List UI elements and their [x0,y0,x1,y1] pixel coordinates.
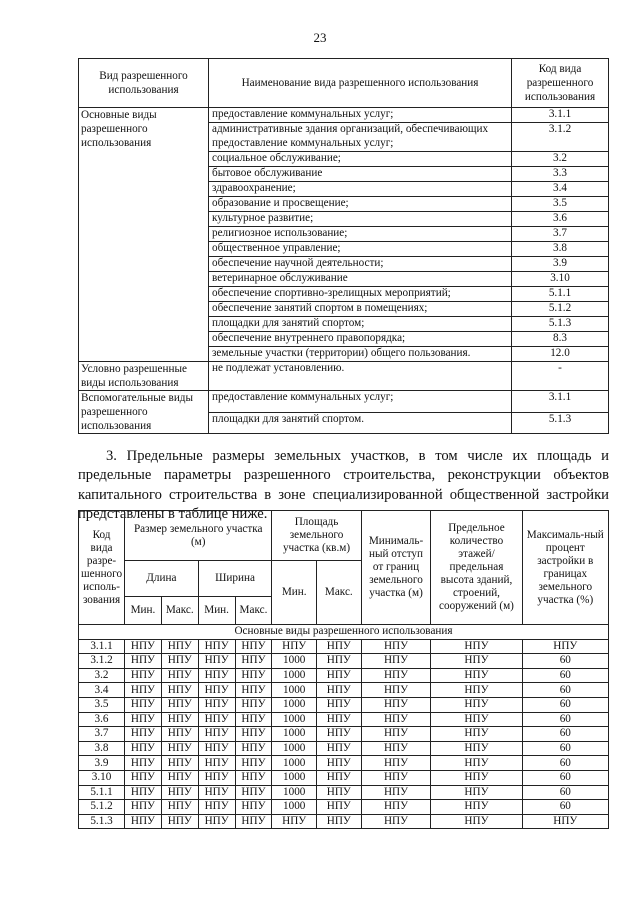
parameter-row [79,712,609,727]
cell-area-min: 1000 [272,697,317,712]
use-code: 3.1.2 [512,123,609,152]
use-name: религиозное использование; [209,227,512,242]
cell-area-min: НПУ [272,814,317,829]
cell-percent: 60 [522,785,608,800]
cell-length-min: НПУ [125,639,162,654]
use-name: культурное развитие; [209,212,512,227]
use-code: 12.0 [512,347,609,362]
cell-percent: НПУ [522,639,608,654]
cell-code: 5.1.2 [79,800,125,815]
cell-code: 3.1.1 [79,639,125,654]
cell-width-max: НПУ [235,770,272,785]
cell-width-min: НПУ [198,654,235,669]
use-name: площадки для занятий спортом. [209,412,512,434]
cell-percent: 60 [522,770,608,785]
cell-area-max: НПУ [316,639,361,654]
cell-area-min: 1000 [272,756,317,771]
cell-percent: 60 [522,683,608,698]
cell-percent: НПУ [522,814,608,829]
header-length: Длина [125,561,199,597]
use-name: обеспечение внутреннего правопорядка; [209,332,512,347]
cell-floors: НПУ [431,712,522,727]
use-code: 3.6 [512,212,609,227]
cell-code: 3.1.2 [79,654,125,669]
cell-length-min: НПУ [125,741,162,756]
use-name: социальное обслуживание; [209,152,512,167]
cell-width-min: НПУ [198,697,235,712]
cell-length-max: НПУ [161,756,198,771]
use-code: 5.1.1 [512,287,609,302]
parameter-row [79,668,609,683]
cell-code: 3.6 [79,712,125,727]
header-code: Код вида разре-шенного исполь-зования [79,511,125,625]
cell-setback: НПУ [361,654,431,669]
cell-setback: НПУ [361,639,431,654]
cell-setback: НПУ [361,741,431,756]
cell-length-max: НПУ [161,697,198,712]
cell-floors: НПУ [431,800,522,815]
use-category: Условно разрешенные виды использования [79,362,209,391]
cell-length-max: НПУ [161,741,198,756]
parameter-row [79,683,609,698]
cell-setback: НПУ [361,683,431,698]
cell-area-max: НПУ [316,814,361,829]
use-code: 3.1.1 [512,108,609,123]
use-name: бытовое обслуживание [209,167,512,182]
cell-area-max: НПУ [316,683,361,698]
use-code: 5.1.2 [512,302,609,317]
use-row [79,391,609,413]
cell-length-max: НПУ [161,712,198,727]
parameter-row [79,756,609,771]
cell-floors: НПУ [431,683,522,698]
header-use-type: Вид разрешенного использования [79,59,209,108]
section-title: Основные виды разрешенного использования [79,625,609,640]
cell-area-max: НПУ [316,785,361,800]
cell-length-min: НПУ [125,814,162,829]
parameter-row [79,697,609,712]
cell-code: 5.1.1 [79,785,125,800]
use-name: земельные участки (территории) общего пользования. [209,347,512,362]
cell-width-min: НПУ [198,800,235,815]
use-code: 3.10 [512,272,609,287]
use-name: обеспечение научной деятельности; [209,257,512,272]
use-code: 3.4 [512,182,609,197]
cell-length-min: НПУ [125,770,162,785]
cell-code: 3.10 [79,770,125,785]
use-category: Вспомогательные виды разрешенного использования [79,391,209,434]
cell-width-max: НПУ [235,814,272,829]
cell-area-min: 1000 [272,727,317,742]
header-area: Площадь земельного участка (кв.м) [272,511,361,561]
cell-area-max: НПУ [316,770,361,785]
cell-code: 3.4 [79,683,125,698]
cell-length-max: НПУ [161,770,198,785]
use-name: предоставление коммунальных услуг; [209,108,512,123]
cell-floors: НПУ [431,785,522,800]
use-code: - [512,362,609,391]
header-percent: Максималь-ный процент застройки в границах земельного участка (%) [522,511,608,625]
cell-length-max: НПУ [161,800,198,815]
cell-length-min: НПУ [125,727,162,742]
cell-area-min: 1000 [272,800,317,815]
header-area-min: Мин. [272,561,317,625]
cell-percent: 60 [522,727,608,742]
cell-width-max: НПУ [235,683,272,698]
cell-width-min: НПУ [198,639,235,654]
cell-code: 3.5 [79,697,125,712]
cell-code: 5.1.3 [79,814,125,829]
cell-length-max: НПУ [161,654,198,669]
cell-length-max: НПУ [161,814,198,829]
cell-length-max: НПУ [161,639,198,654]
cell-percent: 60 [522,800,608,815]
header-setback: Минималь-ный отступ от границ земельного участка (м) [361,511,431,625]
use-code: 3.3 [512,167,609,182]
cell-setback: НПУ [361,785,431,800]
cell-length-max: НПУ [161,683,198,698]
cell-width-max: НПУ [235,639,272,654]
cell-floors: НПУ [431,814,522,829]
cell-percent: 60 [522,741,608,756]
use-code: 8.3 [512,332,609,347]
cell-floors: НПУ [431,741,522,756]
use-name: ветеринарное обслуживание [209,272,512,287]
cell-floors: НПУ [431,770,522,785]
use-category: Основные виды разрешенного использования [79,108,209,362]
cell-setback: НПУ [361,668,431,683]
cell-code: 3.9 [79,756,125,771]
use-code: 3.5 [512,197,609,212]
use-code: 3.2 [512,152,609,167]
cell-floors: НПУ [431,727,522,742]
cell-area-max: НПУ [316,741,361,756]
header-width: Ширина [198,561,272,597]
cell-width-min: НПУ [198,814,235,829]
page-number: 23 [313,30,327,45]
parameter-row [79,741,609,756]
use-code: 3.9 [512,257,609,272]
cell-setback: НПУ [361,800,431,815]
cell-width-max: НПУ [235,697,272,712]
parameter-row [79,639,609,654]
cell-width-max: НПУ [235,712,272,727]
cell-area-max: НПУ [316,712,361,727]
cell-length-max: НПУ [161,668,198,683]
header-length-max: Макс. [161,597,198,625]
cell-width-min: НПУ [198,785,235,800]
cell-percent: 60 [522,712,608,727]
cell-width-max: НПУ [235,800,272,815]
cell-length-min: НПУ [125,785,162,800]
cell-width-max: НПУ [235,654,272,669]
cell-code: 3.7 [79,727,125,742]
cell-area-max: НПУ [316,654,361,669]
cell-width-max: НПУ [235,756,272,771]
cell-width-max: НПУ [235,741,272,756]
cell-width-max: НПУ [235,668,272,683]
cell-setback: НПУ [361,814,431,829]
cell-length-min: НПУ [125,756,162,771]
cell-area-min: 1000 [272,712,317,727]
use-name: общественное управление; [209,242,512,257]
cell-width-min: НПУ [198,668,235,683]
cell-width-min: НПУ [198,683,235,698]
cell-area-min: 1000 [272,654,317,669]
cell-percent: 60 [522,654,608,669]
cell-width-max: НПУ [235,785,272,800]
cell-setback: НПУ [361,770,431,785]
cell-setback: НПУ [361,756,431,771]
use-name: обеспечение занятий спортом в помещениях; [209,302,512,317]
cell-length-min: НПУ [125,654,162,669]
cell-setback: НПУ [361,712,431,727]
use-row [79,362,609,391]
use-name: здравоохранение; [209,182,512,197]
parameter-row [79,654,609,669]
use-code: 3.8 [512,242,609,257]
header-width-min: Мин. [198,597,235,625]
header-width-max: Макс. [235,597,272,625]
use-name: обеспечение спортивно-зрелищных мероприятий; [209,287,512,302]
header-use-name: Наименование вида разрешенного использования [209,59,512,108]
cell-length-min: НПУ [125,712,162,727]
parameters-table [78,510,609,829]
cell-floors: НПУ [431,697,522,712]
cell-area-min: 1000 [272,668,317,683]
cell-area-min: 1000 [272,770,317,785]
use-code: 5.1.3 [512,412,609,434]
cell-floors: НПУ [431,756,522,771]
use-code: 3.7 [512,227,609,242]
header-size: Размер земельного участка (м) [125,511,272,561]
cell-width-min: НПУ [198,770,235,785]
parameter-row [79,770,609,785]
cell-setback: НПУ [361,727,431,742]
cell-floors: НПУ [431,654,522,669]
cell-area-max: НПУ [316,727,361,742]
cell-area-min: 1000 [272,785,317,800]
cell-length-min: НПУ [125,683,162,698]
cell-area-max: НПУ [316,800,361,815]
header-area-max: Макс. [316,561,361,625]
cell-area-max: НПУ [316,668,361,683]
cell-length-min: НПУ [125,697,162,712]
cell-length-max: НПУ [161,785,198,800]
cell-code: 3.2 [79,668,125,683]
parameter-row [79,814,609,829]
cell-floors: НПУ [431,668,522,683]
cell-percent: 60 [522,668,608,683]
cell-width-min: НПУ [198,741,235,756]
header-length-min: Мин. [125,597,162,625]
cell-area-max: НПУ [316,756,361,771]
parameter-row [79,785,609,800]
use-code: 5.1.3 [512,317,609,332]
use-name: не подлежат установлению. [209,362,512,391]
cell-percent: 60 [522,697,608,712]
cell-length-min: НПУ [125,668,162,683]
cell-width-min: НПУ [198,727,235,742]
cell-length-max: НПУ [161,727,198,742]
parameter-row [79,727,609,742]
cell-width-max: НПУ [235,727,272,742]
cell-area-min: 1000 [272,741,317,756]
use-name: образование и просвещение; [209,197,512,212]
cell-floors: НПУ [431,639,522,654]
use-row [79,108,609,123]
cell-area-min: 1000 [272,683,317,698]
cell-setback: НПУ [361,697,431,712]
cell-width-min: НПУ [198,712,235,727]
cell-code: 3.8 [79,741,125,756]
cell-percent: 60 [522,756,608,771]
paragraph-text: 3. Предельные размеры земельных участков, в том числе их площадь и предельные параметры разрешенного строительства, реконструкции объектов капитального строительства в зоне специализированной общественной застройки представлены в таблице ниже. [78,448,609,523]
cell-area-min: НПУ [272,639,317,654]
use-name: площадки для занятий спортом; [209,317,512,332]
permitted-use-table [78,58,609,434]
use-name: административные здания организаций, обеспечивающих предоставление коммунальных услуг; [209,123,512,152]
parameter-row [79,800,609,815]
cell-area-max: НПУ [316,697,361,712]
header-use-code: Код вида разрешенного использования [512,59,609,108]
cell-width-min: НПУ [198,756,235,771]
cell-length-min: НПУ [125,800,162,815]
use-name: предоставление коммунальных услуг; [209,391,512,413]
use-code: 3.1.1 [512,391,609,413]
header-floors: Предельное количество этажей/ предельная высота зданий, строений, сооружений (м) [431,511,522,625]
